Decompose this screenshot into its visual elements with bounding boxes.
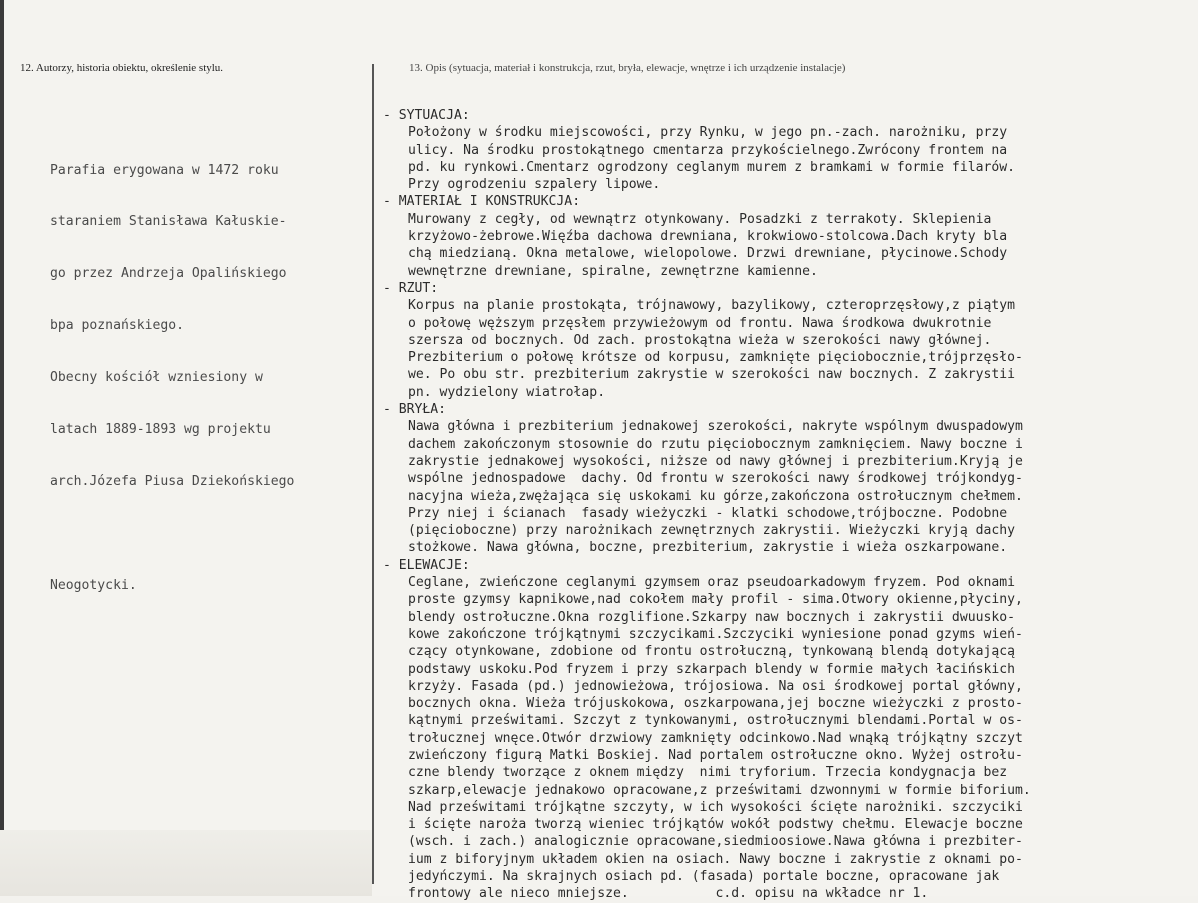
section-heading-material: - MATERIAŁ I KONSTRUKCJA:	[383, 194, 581, 210]
description-line: zakrystie jednakowej wysokości, niższe od nawy głównej i prezbiterium.Kryją je	[408, 453, 1023, 469]
description-line: trołucznej wnęce.Otwór drzwiowy zamknięty odcinkowo.Nad wnąką trójkątny szczyt	[408, 730, 1023, 746]
section-heading-sytuacja: - SYTUACJA:	[383, 108, 470, 123]
description-line: i ścięte naroża tworzą wieniec trójkątów wokół podstwy chełmu. Elewacje boczne	[408, 817, 1023, 833]
description-line: stożkowe. Nawa główna, boczne, prezbiterium, zakrystie i wieża oszkarpowane.	[408, 540, 1008, 556]
description-line: nacyjna wieża,zwężająca się uskokami ku górze,zakończona ostrołucznym chełmem.	[408, 488, 1023, 504]
history-line: Obecny kościół wzniesiony w	[50, 370, 263, 386]
section-heading-rzut: - RZUT:	[383, 280, 439, 296]
description-line: czący otynkowane, zdobione od frontu ostrołuczną, tynkowaną blendą dotykającą	[408, 644, 1015, 660]
description-line: szkarp,elewacje jednakowo opracowane,z prześwitami dzwonnymi w formie biforium.	[408, 782, 1031, 798]
description-line: kowe zakończone trójkątnymi szczycikami.Szczyciki wyniesione ponad gzyms wień-	[408, 626, 1023, 642]
description-line: Ceglane, zwieńczone ceglanymi gzymsem oraz pseudoarkadowym fryzem. Pod oknami	[408, 575, 1015, 591]
field-13-label: 13. Opis (sytuacja, materiał i konstrukcja, rzut, bryła, elewacje, wnętrze i ich urządzenie instalacje)	[409, 62, 846, 74]
description-line: pn. wydzielony wiatrołap.	[408, 384, 606, 400]
description-line: we. Po obu str. prezbiterium zakrystie w szerokości naw bocznych. Z zakrystii	[408, 367, 1015, 383]
history-line: bpa poznańskiego.	[50, 318, 185, 334]
description-line: chą miedzianą. Okna metalowe, wielopolowe. Drzwi drewniane, płycinowe.Schody	[408, 246, 1008, 262]
description-line: Nawa główna i prezbiterium jednakowej szerokości, nakryte wspólnym dwuspadowym	[408, 419, 1023, 435]
field-12-label: 12. Autorzy, historia obiektu, określenie stylu.	[20, 62, 224, 74]
column-divider	[372, 64, 374, 884]
description-line: wspólne jednospadowe dachy. Od frontu w szerokości nawy środkowej trójkondyg-	[408, 471, 1023, 487]
description-line: Prezbiterium o połowę krótsze od korpusu, zamknięte pięciobocznie,trójprzęsło-	[408, 350, 1023, 366]
description-text	[383, 107, 1031, 903]
description-line: podstawy uskoku.Pod fryzem i przy szkarpach blendy w formie małych łacińskich	[408, 661, 1015, 677]
description-line: dachem zakończonym stosownie do rzutu pięciobocznym zamknięciem. Nawy boczne i	[408, 436, 1023, 452]
section-heading-elewacje: - ELEWACJE:	[383, 557, 470, 573]
description-line: frontowy ale nieco mniejsze. c.d. opisu na wkładce nr 1.	[408, 886, 929, 902]
history-line: go przez Andrzeja Opalińskiego	[50, 266, 287, 282]
history-line: staraniem Stanisława Kałuskie-	[50, 214, 287, 230]
history-line	[50, 525, 294, 542]
paper-fold-shadow	[0, 830, 372, 896]
history-line: arch.Józefa Piusa Dziekońskiego	[50, 473, 295, 489]
description-line: Nad prześwitami trójkątne szczyty, w ich wysokości ścięte narożniki. szczyciki	[408, 799, 1023, 815]
description-line: krzyżowo-żebrowe.Więźba dachowa drewniana, krokwiowo-stolcowa.Dach kryty bla	[408, 229, 1008, 245]
description-line: Korpus na planie prostokąta, trójnawowy, bazylikowy, czteroprzęsłowy,z piątym	[408, 298, 1015, 314]
description-line: Przy ogrodzeniu szpalery lipowe.	[408, 177, 661, 193]
description-line: kątnymi prześwitami. Szczyt z tynkowanymi, ostrołucznymi blendami.Portal w os-	[408, 713, 1023, 729]
description-line: blendy ostrołuczne.Okna rozglifione.Szkarpy naw bocznych i zakrystii dwuusko-	[408, 609, 1015, 625]
description-line: jedyńczymi. Na skrajnych osiach pd. (fasada) portale boczne, opracowane jak	[408, 869, 1000, 885]
description-line: ium z biforyjnym układem okien na osiach. Nawy boczne i zakrystie z oknami po-	[408, 851, 1023, 867]
section-heading-bryla: - BRYŁA:	[383, 402, 447, 418]
description-line: ulicy. Na środku prostokątnego cmentarza przykościelnego.Zwrócony frontem na	[408, 142, 1008, 158]
description-line: (pięcioboczne) przy narożnikach zewnętrznych zakrystii. Wieżyczki kryją dachy	[408, 523, 1015, 539]
description-line: szersza od bocznych. Od zach. prostokątna wieża w szerokości nawy głównej.	[408, 332, 992, 348]
description-line: Położony w środku miejscowości, przy Rynku, w jego pn.-zach. narożniku, przy	[408, 125, 1008, 141]
description-line: pd. ku rynkowi.Cmentarz ogrodzony ceglanym murem z bramkami w formie filarów.	[408, 159, 1015, 175]
description-line: proste gzymsy kapnikowe,nad cokołem mały profil - sima.Otwory okienne,płyciny,	[408, 592, 1023, 608]
description-line: wewnętrzne drewniane, spiralne, zewnętrzne kamienne.	[408, 263, 818, 279]
description-line: Murowany z cegły, od wewnątrz otynkowany. Posadzki z terrakoty. Sklepienia	[408, 211, 992, 227]
history-text	[50, 127, 294, 629]
history-line: latach 1889-1893 wg projektu	[50, 422, 271, 438]
description-line: Przy niej i ścianach fasady wieżyczki - klatki schodowe,trójboczne. Podobne	[408, 505, 1008, 521]
scan-edge	[0, 0, 4, 896]
description-line: bocznych okna. Wieża trójuskokowa, oszkarpowana,jej boczne wieżyczki z prosto-	[408, 696, 1023, 712]
description-line: zwieńczony figurą Matki Boskiej. Nad portalem ostrołuczne okno. Wyżej ostrołu-	[408, 747, 1023, 763]
description-line: krzyży. Fasada (pd.) jednowieżowa, trójosiowa. Na osi środkowej portal główny,	[408, 678, 1023, 694]
description-line: o połowę węższym przęsłem przywieżowym od frontu. Nawa środkowa dwukrotnie	[408, 315, 992, 331]
description-line: (wsch. i zach.) analogicznie opracowane,siedmioosiowe.Nawa główna i prezbiter-	[408, 834, 1023, 850]
history-line: Parafia erygowana w 1472 roku	[50, 162, 279, 178]
description-line: czne blendy tworzące z oknem między nimi tryforium. Trzecia kondygnacja bez	[408, 765, 1008, 781]
style-line: Neogotycki.	[50, 577, 137, 593]
